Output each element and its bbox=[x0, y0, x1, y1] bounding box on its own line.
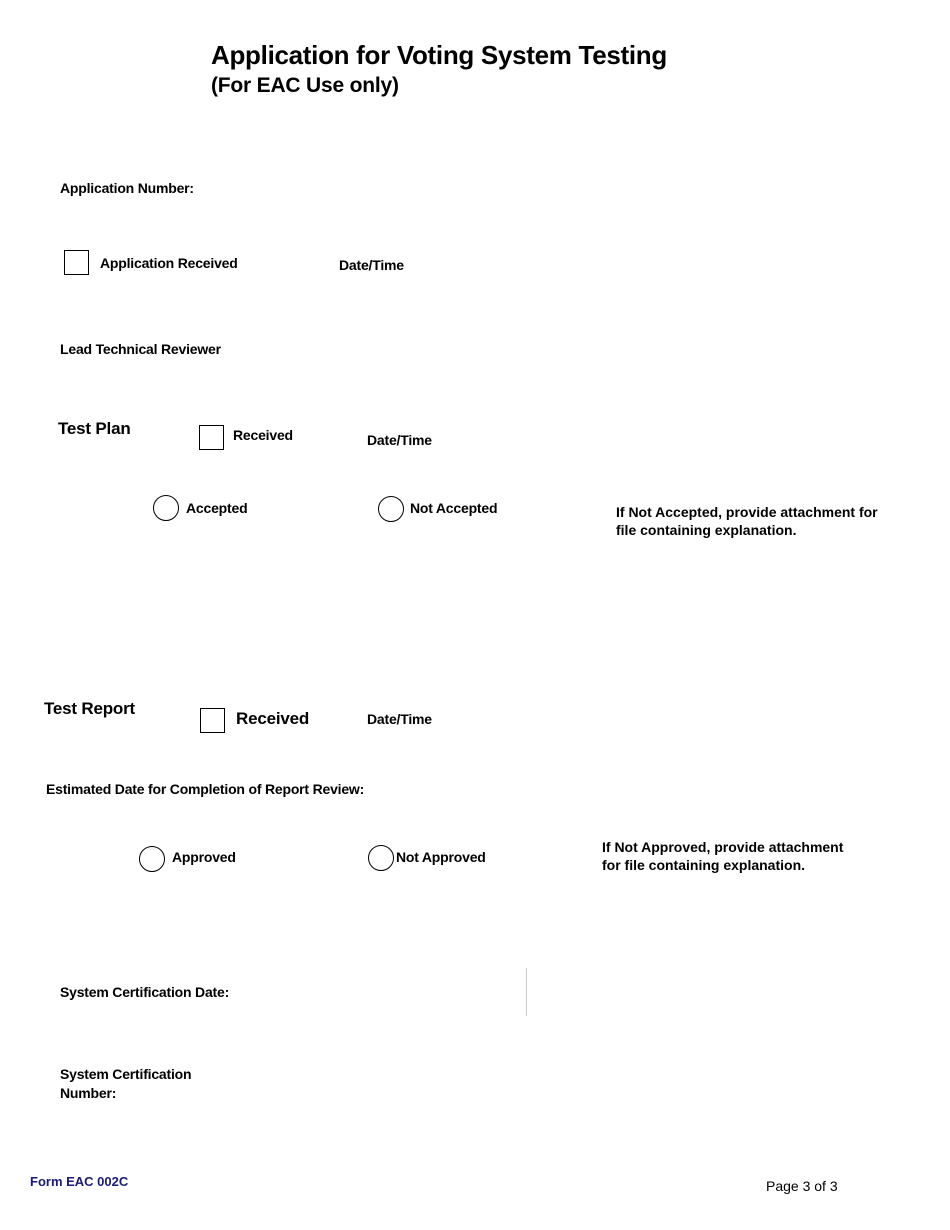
system-certification-number-label-line1: System Certification bbox=[60, 1066, 192, 1082]
application-datetime-label: Date/Time bbox=[339, 257, 404, 273]
test-report-approved-label: Approved bbox=[172, 849, 236, 865]
estimated-completion-date-label: Estimated Date for Completion of Report Review: bbox=[46, 781, 365, 797]
test-report-not-approved-label: Not Approved bbox=[396, 849, 486, 865]
test-report-approved-radio[interactable] bbox=[139, 846, 165, 872]
test-plan-note-line2: file containing explanation. bbox=[616, 522, 797, 538]
system-certification-number-label bbox=[60, 1065, 191, 1103]
system-certification-date-label: System Certification Date: bbox=[60, 984, 230, 1000]
test-report-not-approved-radio[interactable] bbox=[368, 845, 394, 871]
test-report-received-label: Received bbox=[236, 709, 310, 728]
test-plan-datetime-label: Date/Time bbox=[367, 432, 432, 448]
field-divider bbox=[526, 968, 527, 1016]
test-report-heading: Test Report bbox=[44, 699, 135, 718]
application-received-checkbox[interactable] bbox=[64, 250, 89, 275]
application-received-label: Application Received bbox=[100, 255, 238, 271]
test-report-datetime-label: Date/Time bbox=[367, 711, 432, 727]
test-plan-received-label: Received bbox=[233, 427, 293, 443]
test-plan-not-accepted-radio[interactable] bbox=[378, 496, 404, 522]
test-plan-accepted-label: Accepted bbox=[186, 500, 248, 516]
lead-technical-reviewer-label: Lead Technical Reviewer bbox=[60, 341, 221, 357]
test-plan-accepted-radio[interactable] bbox=[153, 495, 179, 521]
test-report-note-line1: If Not Approved, provide attachment bbox=[602, 839, 844, 855]
page-subtitle: (For EAC Use only) bbox=[211, 74, 399, 97]
test-plan-received-checkbox[interactable] bbox=[199, 425, 224, 450]
test-report-not-approved-note bbox=[602, 838, 843, 874]
test-plan-note-line1: If Not Accepted, provide attachment for bbox=[616, 504, 878, 520]
system-certification-number-label-line2: Number: bbox=[60, 1085, 117, 1101]
form-id: Form EAC 002C bbox=[30, 1174, 129, 1189]
test-report-received-checkbox[interactable] bbox=[200, 708, 225, 733]
test-plan-not-accepted-note bbox=[616, 503, 878, 539]
test-plan-heading: Test Plan bbox=[58, 419, 131, 438]
page-title: Application for Voting System Testing bbox=[211, 40, 667, 70]
test-report-note-line2: for file containing explanation. bbox=[602, 857, 806, 873]
application-number-label: Application Number: bbox=[60, 180, 194, 196]
page-number: Page 3 of 3 bbox=[766, 1178, 838, 1194]
test-plan-not-accepted-label: Not Accepted bbox=[410, 500, 498, 516]
